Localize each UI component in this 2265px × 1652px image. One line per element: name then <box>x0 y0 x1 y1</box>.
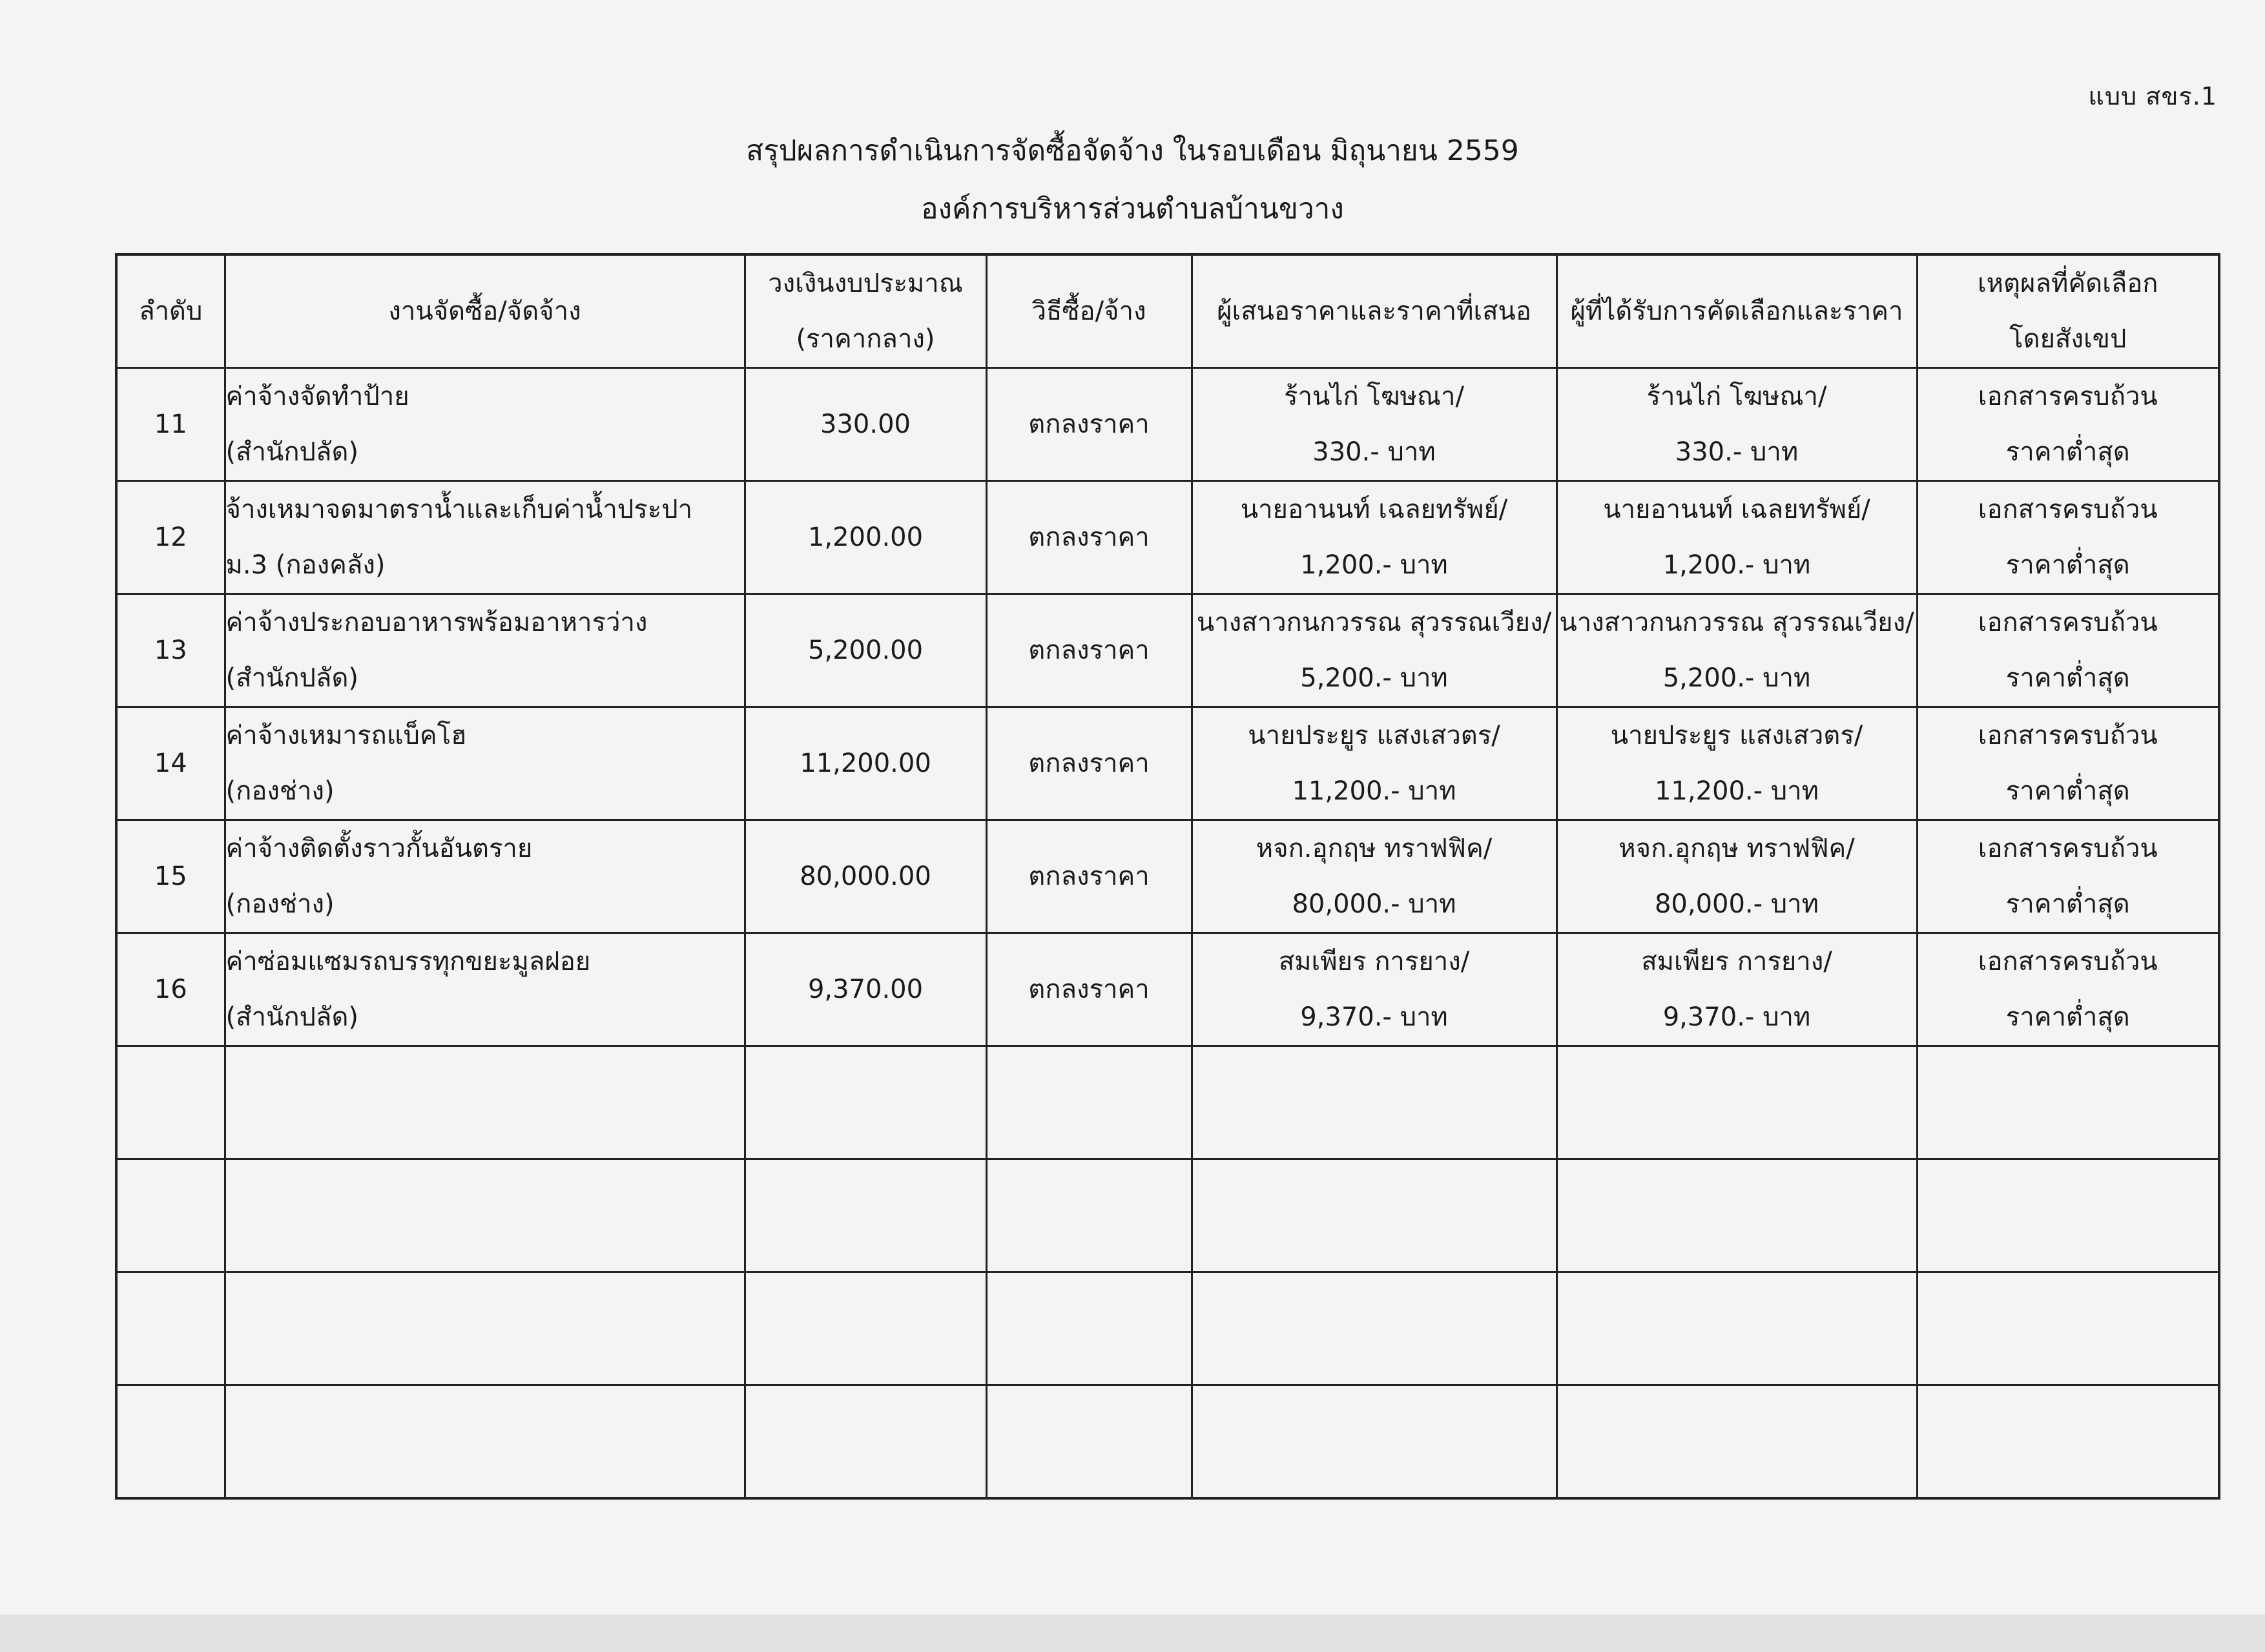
empty-cell <box>225 1385 745 1499</box>
cell-selected-name: หจก.อุกฤษ ทราฟฟิค/ <box>1619 834 1855 863</box>
cell-no: 14 <box>116 707 225 820</box>
cell-selected-price: 330.- บาท <box>1675 437 1799 467</box>
empty-cell <box>1192 1385 1557 1499</box>
empty-cell <box>986 1385 1192 1499</box>
cell-budget: 80,000.00 <box>745 820 986 933</box>
cell-selected-name: นางสาวกนกวรรณ สุวรรณเวียง/ <box>1559 608 1914 637</box>
table-header-row <box>116 254 2219 368</box>
cell-selected-price: 80,000.- บาท <box>1654 889 1819 919</box>
cell-reason-line1: เอกสารครบถ้วน <box>1978 495 2158 524</box>
cell-budget: 330.00 <box>745 368 986 481</box>
header-work: งานจัดซื้อ/จัดจ้าง <box>225 254 745 368</box>
cell-selected <box>1557 707 1917 820</box>
cell-no: 15 <box>116 820 225 933</box>
cell-bidder-name: ร้านไก่ โฆษณา/ <box>1284 382 1464 411</box>
cell-work-department: (สำนักปลัด) <box>225 663 359 693</box>
cell-method: ตกลงราคา <box>986 820 1192 933</box>
header-bidders: ผู้เสนอราคาและราคาที่เสนอ <box>1192 254 1557 368</box>
cell-work-department: (สำนักปลัด) <box>225 437 359 467</box>
empty-cell <box>225 1046 745 1159</box>
cell-bidder-price: 80,000.- บาท <box>1292 889 1456 919</box>
cell-work <box>225 707 745 820</box>
header-method: วิธีซื้อ/จ้าง <box>986 254 1192 368</box>
cell-reason <box>1917 933 2219 1046</box>
cell-work-department: (สำนักปลัด) <box>225 1002 359 1032</box>
cell-budget: 9,370.00 <box>745 933 986 1046</box>
cell-bidder-price: 1,200.- บาท <box>1300 550 1448 580</box>
cell-work-item: ค่าซ่อมแซมรถบรรทุกขยะมูลฝอย <box>225 947 591 976</box>
table-row <box>116 481 2219 594</box>
cell-bidder <box>1192 481 1557 594</box>
report-title: สรุปผลการดำเนินการจัดซื้อจัดจ้าง ในรอบเดือน มิถุนายน 2559 <box>746 134 1519 167</box>
cell-method: ตกลงราคา <box>986 481 1192 594</box>
empty-cell <box>986 1046 1192 1159</box>
cell-bidder-price: 330.- บาท <box>1312 437 1436 467</box>
organization-name: องค์การบริหารส่วนตำบลบ้านขวาง <box>921 192 1344 225</box>
cell-selected-name: นายประยูร แสงเสวตร/ <box>1610 721 1863 750</box>
cell-work-item: ค่าจ้างติดตั้งราวกั้นอันตราย <box>225 834 533 863</box>
empty-cell <box>1192 1046 1557 1159</box>
cell-reason-line2: ราคาต่ำสุด <box>2005 1002 2130 1032</box>
cell-reason-line2: ราคาต่ำสุด <box>2005 889 2130 919</box>
cell-work-item: ค่าจ้างจัดทำป้าย <box>225 382 409 411</box>
table-row <box>116 820 2219 933</box>
empty-cell <box>1917 1159 2219 1272</box>
empty-table-row <box>116 1046 2219 1159</box>
cell-bidder-price: 9,370.- บาท <box>1300 1002 1448 1032</box>
cell-work <box>225 594 745 707</box>
cell-reason-line2: ราคาต่ำสุด <box>2005 437 2130 467</box>
cell-reason <box>1917 594 2219 707</box>
empty-cell <box>745 1159 986 1272</box>
cell-budget: 11,200.00 <box>745 707 986 820</box>
cell-bidder-name: นายอานนท์ เฉลยทรัพย์/ <box>1240 495 1508 524</box>
cell-bidder-name: สมเพียร การยาง/ <box>1278 947 1470 976</box>
cell-no: 16 <box>116 933 225 1046</box>
cell-work <box>225 933 745 1046</box>
empty-cell <box>116 1385 225 1499</box>
cell-work-item: ค่าจ้างประกอบอาหารพร้อมอาหารว่าง <box>225 608 648 637</box>
empty-cell <box>745 1385 986 1499</box>
cell-bidder <box>1192 594 1557 707</box>
header-reason-line2: โดยสังเขป <box>2009 324 2127 354</box>
empty-cell <box>986 1159 1192 1272</box>
cell-bidder <box>1192 933 1557 1046</box>
cell-work <box>225 368 745 481</box>
empty-cell <box>116 1046 225 1159</box>
cell-work <box>225 820 745 933</box>
cell-budget: 5,200.00 <box>745 594 986 707</box>
header-no: ลำดับ <box>116 254 225 368</box>
cell-reason <box>1917 707 2219 820</box>
header-reason-line1: เหตุผลที่คัดเลือก <box>1978 269 2158 298</box>
procurement-table <box>115 253 2220 1500</box>
cell-selected-price: 1,200.- บาท <box>1662 550 1811 580</box>
empty-cell <box>225 1272 745 1385</box>
empty-table-row <box>116 1159 2219 1272</box>
table-row <box>116 594 2219 707</box>
cell-reason-line1: เอกสารครบถ้วน <box>1978 382 2158 411</box>
empty-cell <box>225 1159 745 1272</box>
header-budget-line2: (ราคากลาง) <box>796 324 935 354</box>
table-row <box>116 368 2219 481</box>
scan-bottom-edge <box>0 1615 2265 1652</box>
header-reason <box>1917 254 2219 368</box>
cell-bidder-price: 5,200.- บาท <box>1300 663 1448 693</box>
cell-bidder <box>1192 820 1557 933</box>
cell-work-item: ค่าจ้างเหมารถแบ็คโฮ <box>225 721 467 750</box>
cell-no: 13 <box>116 594 225 707</box>
cell-reason-line2: ราคาต่ำสุด <box>2005 776 2130 806</box>
cell-work <box>225 481 745 594</box>
empty-cell <box>1557 1272 1917 1385</box>
cell-selected-name: สมเพียร การยาง/ <box>1641 947 1832 976</box>
cell-selected-price: 9,370.- บาท <box>1662 1002 1811 1032</box>
cell-budget: 1,200.00 <box>745 481 986 594</box>
cell-reason <box>1917 481 2219 594</box>
cell-work-department: (กองช่าง) <box>225 776 335 806</box>
header-budget <box>745 254 986 368</box>
cell-work-item: จ้างเหมาจดมาตราน้ำและเก็บค่าน้ำประปา <box>225 495 693 524</box>
cell-selected-name: นายอานนท์ เฉลยทรัพย์/ <box>1603 495 1870 524</box>
cell-reason-line1: เอกสารครบถ้วน <box>1978 608 2158 637</box>
empty-cell <box>986 1272 1192 1385</box>
cell-work-department: ม.3 (กองคลัง) <box>225 550 386 580</box>
form-code: แบบ สขร.1 <box>2088 82 2217 110</box>
cell-no: 12 <box>116 481 225 594</box>
cell-method: ตกลงราคา <box>986 933 1192 1046</box>
empty-cell <box>1192 1272 1557 1385</box>
empty-cell <box>116 1159 225 1272</box>
cell-bidder <box>1192 707 1557 820</box>
empty-cell <box>1917 1046 2219 1159</box>
cell-reason-line1: เอกสารครบถ้วน <box>1978 721 2158 750</box>
cell-selected-price: 5,200.- บาท <box>1662 663 1811 693</box>
empty-cell <box>1557 1159 1917 1272</box>
cell-selected <box>1557 933 1917 1046</box>
empty-cell <box>1557 1046 1917 1159</box>
cell-bidder-name: นายประยูร แสงเสวตร/ <box>1248 721 1500 750</box>
cell-bidder-price: 11,200.- บาท <box>1292 776 1456 806</box>
empty-cell <box>745 1272 986 1385</box>
empty-table-row <box>116 1272 2219 1385</box>
cell-reason-line1: เอกสารครบถ้วน <box>1978 834 2158 863</box>
cell-selected-price: 11,200.- บาท <box>1654 776 1819 806</box>
cell-selected <box>1557 368 1917 481</box>
empty-table-row <box>116 1385 2219 1499</box>
cell-reason-line1: เอกสารครบถ้วน <box>1978 947 2158 976</box>
empty-cell <box>745 1046 986 1159</box>
cell-method: ตกลงราคา <box>986 368 1192 481</box>
cell-reason <box>1917 368 2219 481</box>
cell-bidder-name: นางสาวกนกวรรณ สุวรรณเวียง/ <box>1196 608 1552 637</box>
cell-reason <box>1917 820 2219 933</box>
table-row <box>116 933 2219 1046</box>
cell-bidder <box>1192 368 1557 481</box>
cell-reason-line2: ราคาต่ำสุด <box>2005 550 2130 580</box>
header-selected: ผู้ที่ได้รับการคัดเลือกและราคา <box>1557 254 1917 368</box>
empty-cell <box>1917 1385 2219 1499</box>
empty-cell <box>1557 1385 1917 1499</box>
cell-method: ตกลงราคา <box>986 707 1192 820</box>
cell-bidder-name: หจก.อุกฤษ ทราฟฟิค/ <box>1256 834 1493 863</box>
table-row <box>116 707 2219 820</box>
cell-selected <box>1557 481 1917 594</box>
cell-no: 11 <box>116 368 225 481</box>
cell-selected <box>1557 594 1917 707</box>
cell-selected <box>1557 820 1917 933</box>
cell-work-department: (กองช่าง) <box>225 889 335 919</box>
cell-reason-line2: ราคาต่ำสุด <box>2005 663 2130 693</box>
empty-cell <box>1917 1272 2219 1385</box>
header-budget-line1: วงเงินงบประมาณ <box>768 269 963 298</box>
table-body <box>116 368 2219 1499</box>
cell-method: ตกลงราคา <box>986 594 1192 707</box>
empty-cell <box>116 1272 225 1385</box>
empty-cell <box>1192 1159 1557 1272</box>
cell-selected-name: ร้านไก่ โฆษณา/ <box>1646 382 1827 411</box>
